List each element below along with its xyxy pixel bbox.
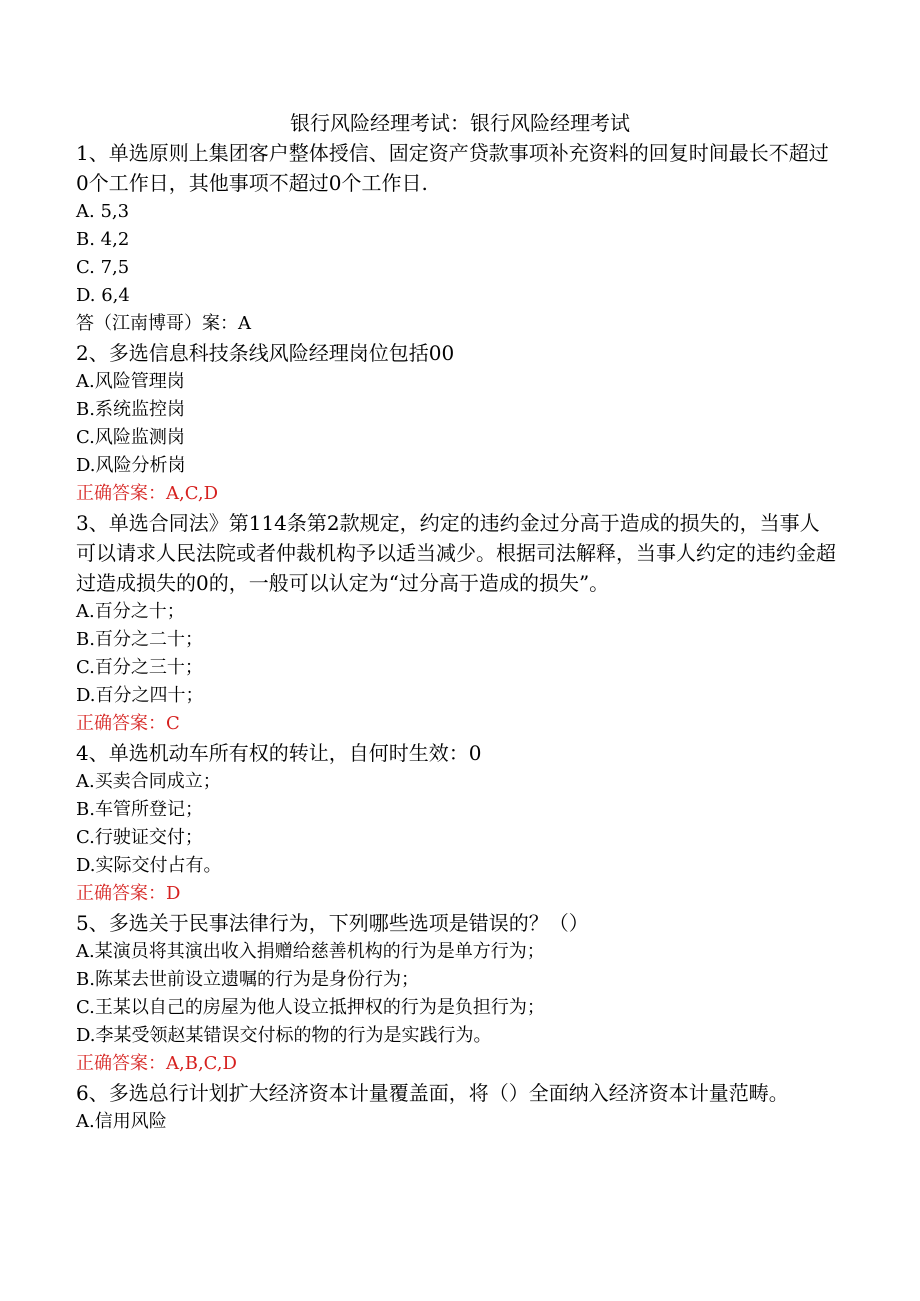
question-block [76, 738, 836, 908]
question-stem: 5、多选关于民事法律行为，下列哪些选项是错误的？（） [76, 911, 589, 935]
option-a: A.风险管理岗 [76, 371, 185, 392]
question-stem: 4、单选机动车所有权的转让，自何时生效：0 [76, 741, 482, 765]
option-a: A.信用风险 [76, 1111, 167, 1132]
document-title: 银行风险经理考试：银行风险经理考试 [290, 111, 630, 135]
option-a: A.百分之十； [76, 601, 185, 622]
option-c: C. 7,5 [76, 257, 130, 278]
question-stem: 3、单选合同法》第114条第2款规定，约定的违约金过分高于造成的损失的，当事人可以请求人民法院或者仲裁机构予以适当减少。根据司法解释，当事人约定的违约金超过造成损失的0的，一般可以认定为“过分高于造成的损失”。 [76, 511, 836, 595]
question-stem: 6、多选总行计划扩大经济资本计量覆盖面，将（）全面纳入经济资本计量范畴。 [76, 1081, 789, 1105]
option-b: B.系统监控岗 [76, 399, 185, 420]
question-block [76, 508, 836, 738]
correct-answer: 正确答案：C [76, 713, 180, 734]
question-stem: 1、单选原则上集团客户整体授信、固定资产贷款事项补充资料的回复时间最长不超过0个工作日，其他事项不超过0个工作日. [76, 141, 829, 195]
option-b: B. 4,2 [76, 229, 130, 250]
correct-answer: 正确答案：A,C,D [76, 483, 219, 504]
answer-line: 答（江南博哥）案：A [76, 313, 251, 334]
question-block [76, 908, 836, 1078]
question-block [76, 338, 836, 508]
option-a: A.买卖合同成立； [76, 771, 221, 792]
option-c: C.王某以自己的房屋为他人设立抵押权的行为是负担行为； [76, 997, 545, 1018]
option-c: C.百分之三十； [76, 657, 203, 678]
option-d: D.风险分析岗 [76, 455, 186, 476]
document-body [76, 138, 836, 1136]
option-a: A.某演员将其演出收入捐赠给慈善机构的行为是单方行为； [76, 941, 545, 962]
question-stem: 2、多选信息科技条线风险经理岗位包括00 [76, 341, 455, 365]
option-d: D.百分之四十； [76, 685, 204, 706]
option-b: B.陈某去世前设立遗嘱的行为是身份行为； [76, 969, 419, 990]
option-c: C.风险监测岗 [76, 427, 185, 448]
option-d: D.实际交付占有。 [76, 855, 222, 876]
option-c: C.行驶证交付； [76, 827, 203, 848]
question-block [76, 1078, 836, 1136]
option-b: B.百分之二十； [76, 629, 203, 650]
option-d: D.李某受领赵某错误交付标的物的行为是实践行为。 [76, 1025, 492, 1046]
option-a: A. 5,3 [76, 201, 130, 222]
correct-answer: 正确答案：A,B,C,D [76, 1053, 237, 1074]
option-b: B.车管所登记； [76, 799, 203, 820]
correct-answer: 正确答案：D [76, 883, 181, 904]
question-block [76, 138, 836, 338]
option-d: D. 6,4 [76, 285, 130, 306]
